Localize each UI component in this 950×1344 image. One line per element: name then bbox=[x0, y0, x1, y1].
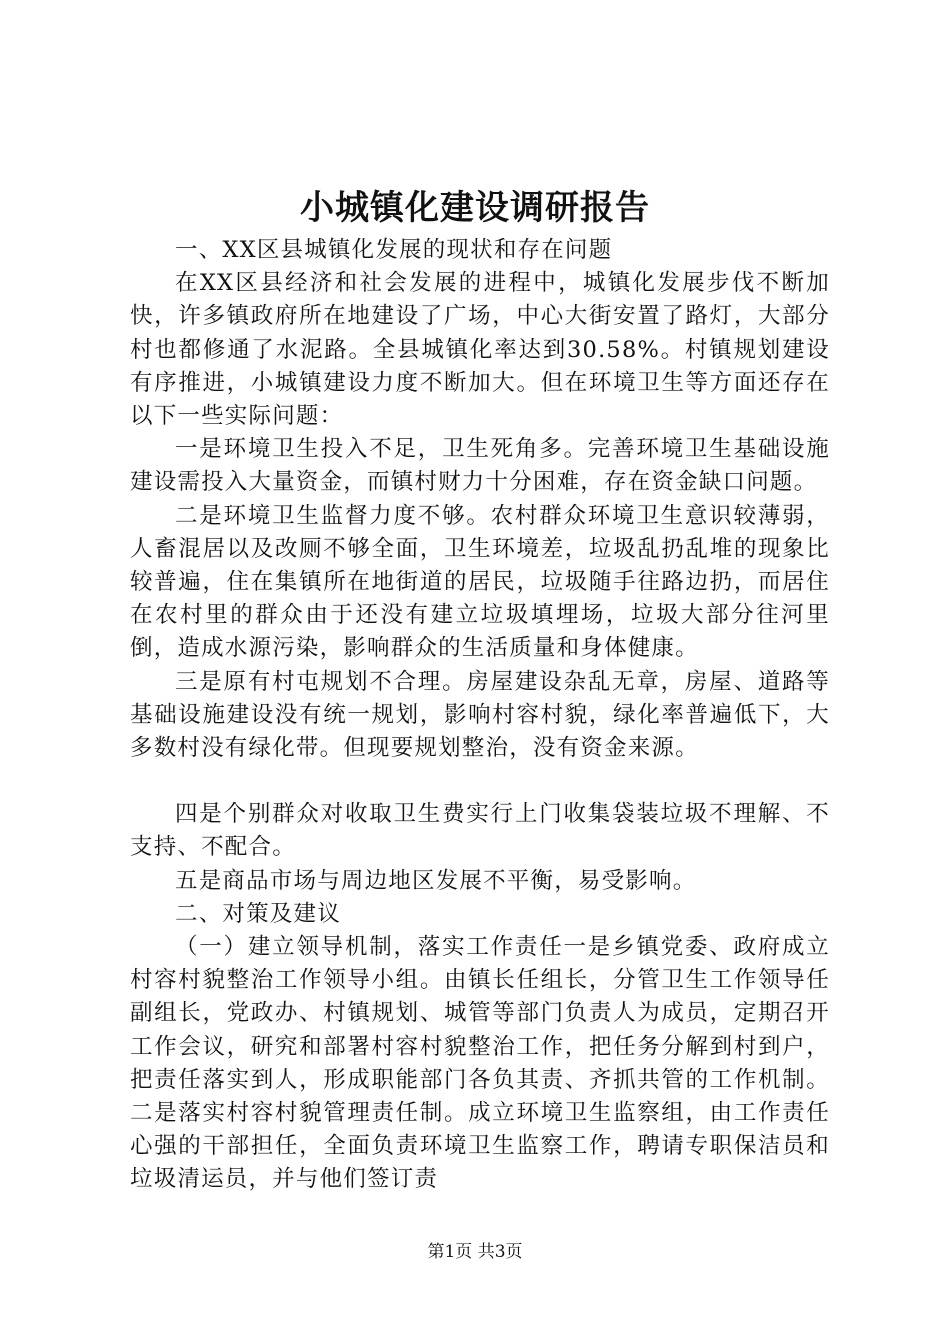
paragraph-problem-2: 二是环境卫生监督力度不够。农村群众环境卫生意识较薄弱，人畜混居以及改厕不够全面，卫生环境差，垃圾乱扔乱堆的现象比较普遍，住在集镇所在地街道的居民，垃圾随手往路边扔，而居住在农村里的群众由于还没有建立垃圾填埋场，垃圾大部分往河里倒，造成水源污染，影响群众的生活质量和身体健康。 bbox=[130, 502, 830, 662]
section-heading-status: 一、XX区县城镇化发展的现状和存在问题 bbox=[175, 237, 613, 263]
paragraph-problem-5: 五是商品市场与周边地区发展不平衡，易受影响。 bbox=[175, 867, 697, 894]
paragraph-problem-4: 四是个别群众对收取卫生费实行上门收集袋装垃圾不理解、不支持、不配合。 bbox=[130, 801, 830, 861]
document-body bbox=[130, 234, 830, 1197]
page-footer: 第1页 共3页 bbox=[427, 1242, 523, 1262]
paragraph-overview: 在XX区县经济和社会发展的进程中，城镇化发展步伐不断加快，许多镇政府所在地建设了广场，中心大街安置了路灯，大部分村也都修通了水泥路。全县城镇化率达到30.58%。村镇规划建设有序推进，小城镇建设力度不断加大。但在环境卫生等方面还存在以下一些实际问题： bbox=[130, 270, 830, 430]
section-heading-measures: 二、对策及建议 bbox=[175, 900, 341, 927]
paragraph-measure-1: （一）建立领导机制，落实工作责任一是乡镇党委、政府成立村容村貌整治工作领导小组。由镇长任组长，分管卫生工作领导任副组长，党政办、村镇规划、城管等部门负责人为成员，定期召开工作会议，研究和部署村容村貌整治工作，把任务分解到村到户，把责任落实到人，形成职能部门各负其责、齐抓共管的工作机制。二是落实村容村貌管理责任制。成立环境卫生监察组，由工作责任心强的干部担任，全面负责环境卫生监察工作，聘请专职保洁员和垃圾清运员，并与他们签订责 bbox=[130, 934, 830, 1193]
document-title: 小城镇化建设调研报告 bbox=[300, 188, 650, 228]
paragraph-problem-3: 三是原有村屯规划不合理。房屋建设杂乱无章，房屋、道路等基础设施建设没有统一规划，影响村容村貌，绿化率普遍低下，大多数村没有绿化带。但现要规划整治，没有资金来源。 bbox=[130, 668, 830, 762]
paragraph-problem-1: 一是环境卫生投入不足，卫生死角多。完善环境卫生基础设施建设需投入大量资金，而镇村财力十分困难，存在资金缺口问题。 bbox=[130, 436, 830, 496]
